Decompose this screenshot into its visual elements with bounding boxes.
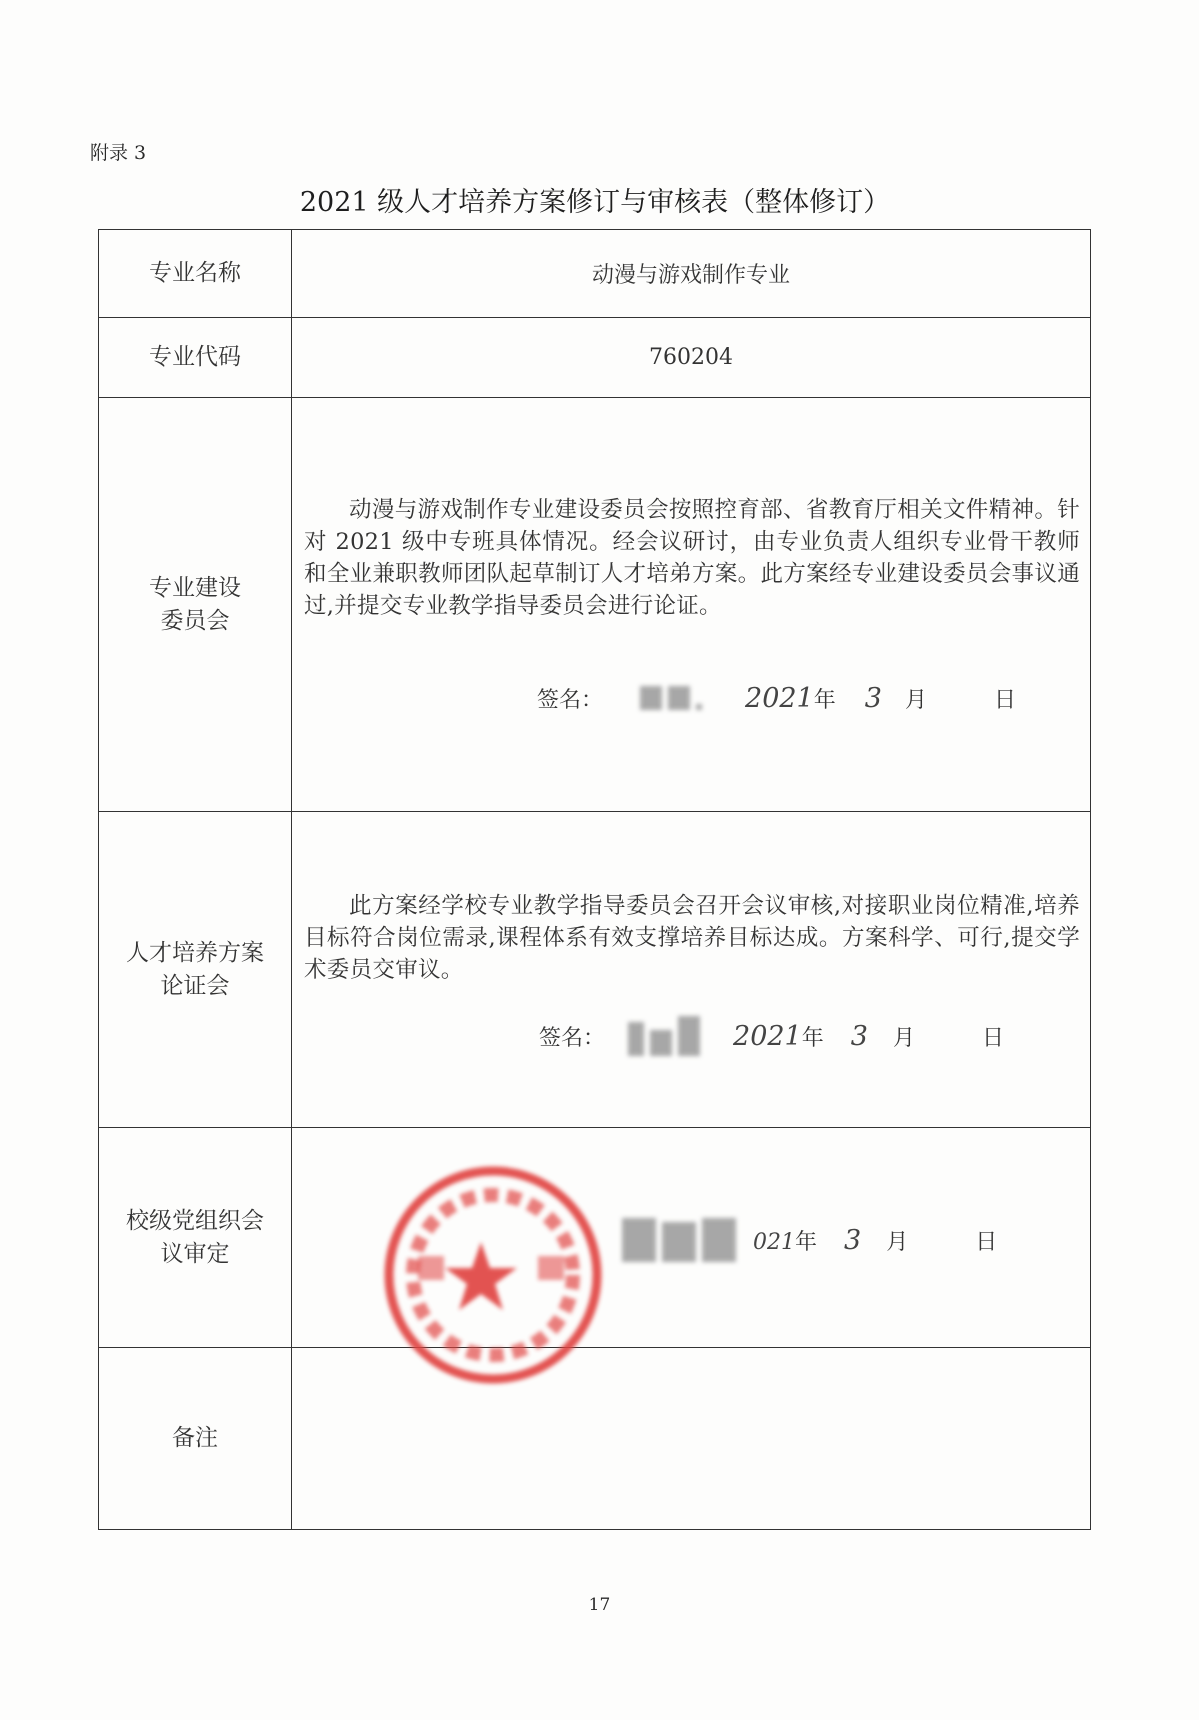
major-name-value: 动漫与游戏制作专业 xyxy=(292,230,1091,318)
row-review xyxy=(99,812,1091,1128)
party-sign-year: 021 xyxy=(753,1230,795,1255)
committee-sign-day-unit: 日 xyxy=(993,688,1016,713)
review-cell xyxy=(292,812,1091,1128)
review-sign-month-unit: 月 xyxy=(892,1026,915,1051)
major-name-label: 专业名称 xyxy=(99,230,292,318)
committee-sign-year-unit: 年 xyxy=(813,688,836,713)
official-seal-icon xyxy=(378,1160,608,1390)
committee-signature xyxy=(640,686,708,716)
committee-sign-label: 签名： xyxy=(537,688,604,713)
party-sign-year-unit: 年 xyxy=(795,1230,818,1255)
remarks-label: 备注 xyxy=(99,1348,292,1530)
party-sign-day-unit: 日 xyxy=(975,1230,998,1255)
review-signature-line xyxy=(539,1016,1004,1062)
page-title: 2021 级人才培养方案修订与审核表（整体修订） xyxy=(299,187,891,218)
appendix-label: 附录 3 xyxy=(90,142,147,164)
page-number: 17 xyxy=(588,1595,611,1615)
party-sign-month-unit: 月 xyxy=(886,1230,909,1255)
committee-sign-year: 2021 xyxy=(745,683,814,714)
committee-sign-month: 3 xyxy=(864,683,882,714)
review-text: 此方案经学校专业教学指导委员会召开会议审核,对接职业岗位精准,培养目标符合岗位需录,课程体系有效支撑培养目标达成。方案科学、可行,提交学术委员交审议。 xyxy=(304,893,1080,983)
review-signature xyxy=(628,1016,706,1062)
review-sign-year: 2021 xyxy=(733,1021,802,1052)
review-sign-year-unit: 年 xyxy=(801,1026,824,1051)
review-sign-label: 签名： xyxy=(539,1026,606,1051)
review-sign-day-unit: 日 xyxy=(981,1026,1004,1051)
review-sign-month: 3 xyxy=(850,1021,868,1052)
row-major-code xyxy=(99,318,1091,398)
committee-text: 动漫与游戏制作专业建设委员会按照控育部、省教育厅相关文件精神。针对 2021 级中专班具体情况。经会议研讨，由专业负责人组织专业骨干教师和全业兼职教师团队起草制订人才培弟方案。此方案经专业建设委员会事议通过,并提交专业教学指导委员会进行论证。 xyxy=(304,497,1080,619)
party-label: 校级党组织会议审定 xyxy=(99,1128,292,1348)
review-label: 人才培养方案论证会 xyxy=(99,812,292,1128)
party-signature-line xyxy=(622,1218,997,1268)
party-signature xyxy=(622,1218,742,1268)
major-code-value: 760204 xyxy=(292,318,1091,398)
committee-signature-line xyxy=(537,683,1016,716)
committee-label: 专业建设委员会 xyxy=(99,398,292,812)
row-major-name xyxy=(99,230,1091,318)
major-code-label: 专业代码 xyxy=(99,318,292,398)
committee-sign-month-unit: 月 xyxy=(904,688,927,713)
row-committee xyxy=(99,398,1091,812)
committee-cell xyxy=(292,398,1091,812)
party-sign-month: 3 xyxy=(844,1225,862,1256)
